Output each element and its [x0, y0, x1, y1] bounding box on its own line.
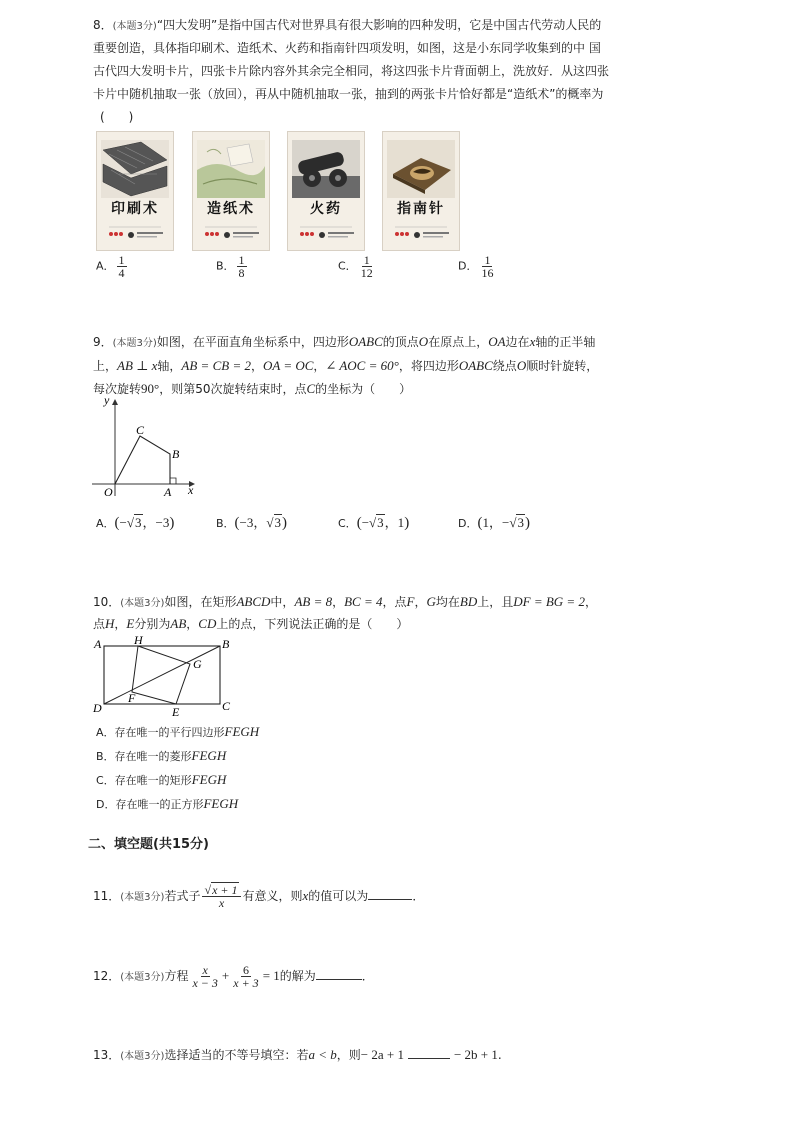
card-gunpowder — [287, 131, 365, 251]
math: E — [126, 616, 135, 631]
text: ， — [584, 595, 597, 609]
text: 的值可以为 — [308, 889, 369, 903]
q8-line-3: 古代四大发明卡片，四张卡片除内容外其余完全相同，将这四张卡片背面朝上，洗放好．从这四张 — [93, 64, 610, 78]
q8-line-2: 重要创造，具体指印刷术、造纸术、火药和指南针四项发明，如图，这是小东同学收集到的中 国 — [93, 41, 601, 55]
q9-coordinate-figure — [90, 396, 202, 500]
q8-score-tag: (本题3分) — [112, 21, 157, 32]
math: + — [221, 968, 230, 983]
option-fraction — [117, 254, 127, 279]
text: 的顶点 — [382, 335, 419, 349]
text: ， — [332, 595, 345, 609]
label-a: A — [164, 485, 172, 499]
math: 90° — [141, 381, 160, 396]
label-h: H — [134, 634, 143, 647]
q9-option-d[interactable]: D．(1，−√3) — [458, 515, 530, 531]
math: DF = BG = 2 — [513, 594, 585, 609]
card-label-printing: 印刷术 — [111, 201, 159, 217]
papermaking-image — [197, 140, 265, 198]
option-letter: D． — [96, 798, 116, 811]
denominator: x — [218, 896, 225, 910]
math: AB = 8 — [294, 594, 333, 609]
math: OABC — [458, 358, 493, 373]
math: FEGH — [191, 772, 227, 787]
numerator: √x + 1 — [202, 884, 240, 897]
q13-line — [93, 1044, 502, 1068]
text: 中， — [270, 595, 295, 609]
compass-image — [387, 140, 455, 198]
q9-score-tag: (本题3分) — [112, 338, 157, 349]
q10-option-a[interactable] — [96, 721, 259, 744]
text: 轴的正半轴 — [535, 335, 596, 349]
text: 边在 — [505, 335, 530, 349]
cannon-image — [292, 140, 360, 198]
text: ， — [250, 359, 263, 373]
text: 上，且 — [477, 595, 514, 609]
math: ABCD — [236, 594, 271, 609]
math: − — [119, 515, 127, 530]
math: x — [529, 334, 536, 349]
paren: ) — [404, 515, 410, 531]
option-letter: B． — [216, 517, 235, 530]
math: ∠ AOC = 60° — [325, 358, 399, 373]
q10-number: 10． — [93, 595, 121, 609]
radicand: 3 — [517, 515, 524, 530]
math: F — [406, 594, 415, 609]
option-fraction — [237, 254, 247, 279]
q8-option-d[interactable] — [458, 254, 497, 279]
paren: ( — [356, 515, 362, 531]
math: OABC — [348, 334, 383, 349]
q10-line-1 — [93, 591, 597, 615]
text: ，点 — [382, 595, 407, 609]
q8-answer-paren: ( ) — [100, 110, 134, 124]
math: FEGH — [191, 748, 227, 763]
numerator: 6 — [242, 963, 249, 977]
q12-answer-blank[interactable] — [316, 967, 362, 980]
option-letter: A． — [96, 259, 115, 273]
math: C — [306, 381, 316, 396]
card-footer-paper — [197, 224, 265, 244]
q9-option-b[interactable]: B．(−3，√3) — [216, 515, 288, 531]
q8-option-b[interactable] — [216, 254, 249, 279]
label-g: G — [193, 657, 202, 671]
math: H — [105, 616, 115, 631]
option-text: 存在唯一的矩形 — [114, 774, 192, 787]
card-label-paper: 造纸术 — [207, 201, 255, 217]
q11-line — [93, 883, 424, 911]
denominator: x + 3 — [233, 976, 259, 990]
paren: ( — [234, 515, 240, 531]
math: BC = 4 — [344, 594, 383, 609]
option-letter: D． — [458, 517, 478, 530]
label-b: B — [222, 637, 230, 651]
option-letter: A． — [96, 726, 115, 739]
text: 的坐标为（ ） — [315, 382, 412, 396]
math: − — [361, 515, 370, 530]
text: 上的点，下列说法正确的是（ ） — [216, 617, 409, 631]
numerator: 1 — [363, 253, 370, 267]
math: OA — [488, 334, 506, 349]
card-compass — [382, 131, 460, 251]
numerator: x — [202, 963, 208, 977]
q12-line — [93, 963, 374, 991]
text: 如图，在矩形 — [164, 595, 237, 609]
text: ，则第50次旋转结束时，点 — [159, 382, 307, 396]
denominator: 12 — [360, 266, 373, 280]
label-b: B — [172, 447, 180, 461]
denominator: x − 3 — [192, 976, 218, 990]
text: 方程 — [164, 969, 189, 983]
math: −3， — [239, 515, 267, 530]
option-letter: C． — [96, 774, 115, 787]
q9-number: 9． — [93, 335, 113, 349]
math: CD — [198, 616, 217, 631]
text: 上， — [93, 359, 118, 373]
card-printing — [96, 131, 174, 251]
q12-fraction-1 — [190, 964, 219, 989]
paren: ( — [477, 515, 483, 531]
option-text: 存在唯一的平行四边形 — [114, 726, 225, 739]
q9-option-c[interactable]: C．(−√3，1) — [338, 515, 410, 531]
label-y: y — [104, 396, 110, 407]
radicand: 3 — [377, 515, 384, 530]
math: AB = CB = 2 — [181, 358, 251, 373]
option-text: 存在唯一的正方形 — [115, 798, 204, 811]
q11-number: 11． — [93, 889, 121, 903]
text: ． — [361, 969, 374, 983]
math: FEGH — [224, 724, 260, 739]
text: ， — [114, 617, 127, 631]
option-letter: B． — [96, 750, 115, 763]
math: O — [418, 334, 429, 349]
math: ，−3 — [142, 515, 170, 530]
paren: ) — [524, 515, 530, 531]
printing-blocks-image — [101, 140, 169, 198]
q12-fraction-2 — [231, 964, 260, 989]
denominator: 4 — [118, 266, 125, 280]
option-letter: A． — [96, 517, 115, 530]
q12-score-tag: (本题3分) — [120, 972, 165, 983]
card-paper — [192, 131, 270, 251]
text: 绕点 — [492, 359, 517, 373]
q13-number: 13． — [93, 1048, 121, 1062]
paren: ) — [282, 515, 288, 531]
text: ． — [412, 889, 425, 903]
option-fraction — [359, 254, 375, 279]
denominator: 8 — [238, 266, 245, 280]
q10-option-c[interactable] — [96, 769, 226, 792]
section-fill-in-title: 二、填空题(共15分) — [88, 837, 209, 852]
text: 如图，在平面直角坐标系中，四边形 — [156, 335, 349, 349]
math: − 2a + 1 — [360, 1047, 404, 1062]
q8-option-c[interactable] — [338, 254, 377, 279]
text: 分别为 — [134, 617, 171, 631]
q12-number: 12． — [93, 969, 121, 983]
denominator: 16 — [481, 266, 494, 280]
q13-answer-blank[interactable] — [408, 1046, 450, 1059]
q8-line-1 — [93, 14, 601, 38]
q8-number: 8． — [93, 18, 113, 32]
math: BD — [459, 594, 478, 609]
text: . — [497, 1048, 502, 1062]
q10-option-b[interactable] — [96, 745, 226, 768]
math: O — [516, 358, 527, 373]
text: 的解为 — [279, 969, 316, 983]
text: 顺时针旋转， — [526, 359, 599, 373]
math: FEGH — [203, 796, 239, 811]
text: 均在 — [435, 595, 460, 609]
text: 选择适当的不等号填空：若 — [164, 1048, 309, 1062]
math: ，1 — [384, 515, 405, 530]
text: 若式子 — [164, 889, 201, 903]
text: 点 — [93, 617, 106, 631]
text: 在原点上， — [428, 335, 489, 349]
q11-fraction — [202, 884, 240, 909]
math: AB — [170, 616, 187, 631]
radicand: 3 — [274, 515, 282, 530]
q8-option-a[interactable] — [96, 254, 129, 279]
text: ，则 — [336, 1048, 361, 1062]
math: 1，− — [482, 515, 510, 530]
math: OA = OC — [262, 358, 314, 373]
label-c: C — [222, 699, 231, 713]
math: AB ⊥ x — [117, 358, 158, 373]
numerator: 1 — [238, 253, 245, 267]
math: a < b — [308, 1047, 337, 1062]
card-footer-compass — [387, 224, 455, 244]
q11-score-tag: (本题3分) — [120, 892, 165, 903]
option-fraction — [479, 254, 495, 279]
math: G — [426, 594, 436, 609]
math: = 1 — [262, 968, 280, 983]
q11-answer-blank[interactable] — [368, 887, 412, 900]
q8-line-4: 卡片中随机抽取一张（放回），再从中随机抽取一张，抽到的两张卡片恰好都是“造纸术”的概率为 — [93, 87, 604, 101]
label-a: A — [94, 637, 102, 651]
math: x — [302, 888, 309, 903]
text: 轴， — [157, 359, 182, 373]
option-text: 存在唯一的菱形 — [114, 750, 192, 763]
text: ， — [414, 595, 427, 609]
quadrilateral-oabc — [115, 436, 170, 484]
text: ， — [186, 617, 199, 631]
paren: ( — [114, 515, 120, 531]
label-f: F — [128, 691, 136, 705]
q10-option-d[interactable] — [96, 793, 238, 816]
q9-line-1 — [93, 331, 595, 355]
numerator: 1 — [484, 253, 491, 267]
numerator: 1 — [118, 253, 125, 267]
q9-option-a[interactable]: A．(−√3，−3) — [96, 515, 175, 531]
q13-score-tag: (本题3分) — [120, 1051, 165, 1062]
label-e: E — [172, 705, 180, 719]
card-label-gunpowder: 火药 — [310, 201, 342, 217]
label-o: O — [104, 485, 113, 499]
label-x: x — [188, 483, 194, 497]
option-letter: B． — [216, 259, 235, 273]
q8-text-1: “四大发明”是指中国古代对世界具有很大影响的四种发明，它是中国古代劳动人民的 — [156, 18, 602, 32]
option-letter: C． — [338, 259, 357, 273]
option-letter: D． — [458, 259, 478, 273]
text: 每次旋转 — [93, 382, 142, 396]
text: 有意义，则 — [242, 889, 303, 903]
math: − 2b + 1 — [453, 1047, 498, 1062]
q10-line-2 — [93, 613, 408, 635]
radicand: x + 1 — [212, 883, 238, 897]
right-angle-mark — [170, 478, 176, 484]
card-label-compass: 指南针 — [397, 201, 445, 217]
label-d: D — [93, 701, 102, 715]
card-footer-printing — [101, 224, 169, 244]
text: ， — [313, 359, 326, 373]
q10-score-tag: (本题3分) — [120, 598, 165, 609]
card-footer-gunpowder — [292, 224, 360, 244]
paren: ) — [169, 515, 175, 531]
text: ，将四边形 — [398, 359, 459, 373]
q9-line-2 — [93, 355, 598, 377]
option-letter: C． — [338, 517, 357, 530]
q10-rectangle-figure — [90, 634, 240, 720]
radicand: 3 — [135, 515, 142, 530]
label-c: C — [136, 423, 145, 437]
